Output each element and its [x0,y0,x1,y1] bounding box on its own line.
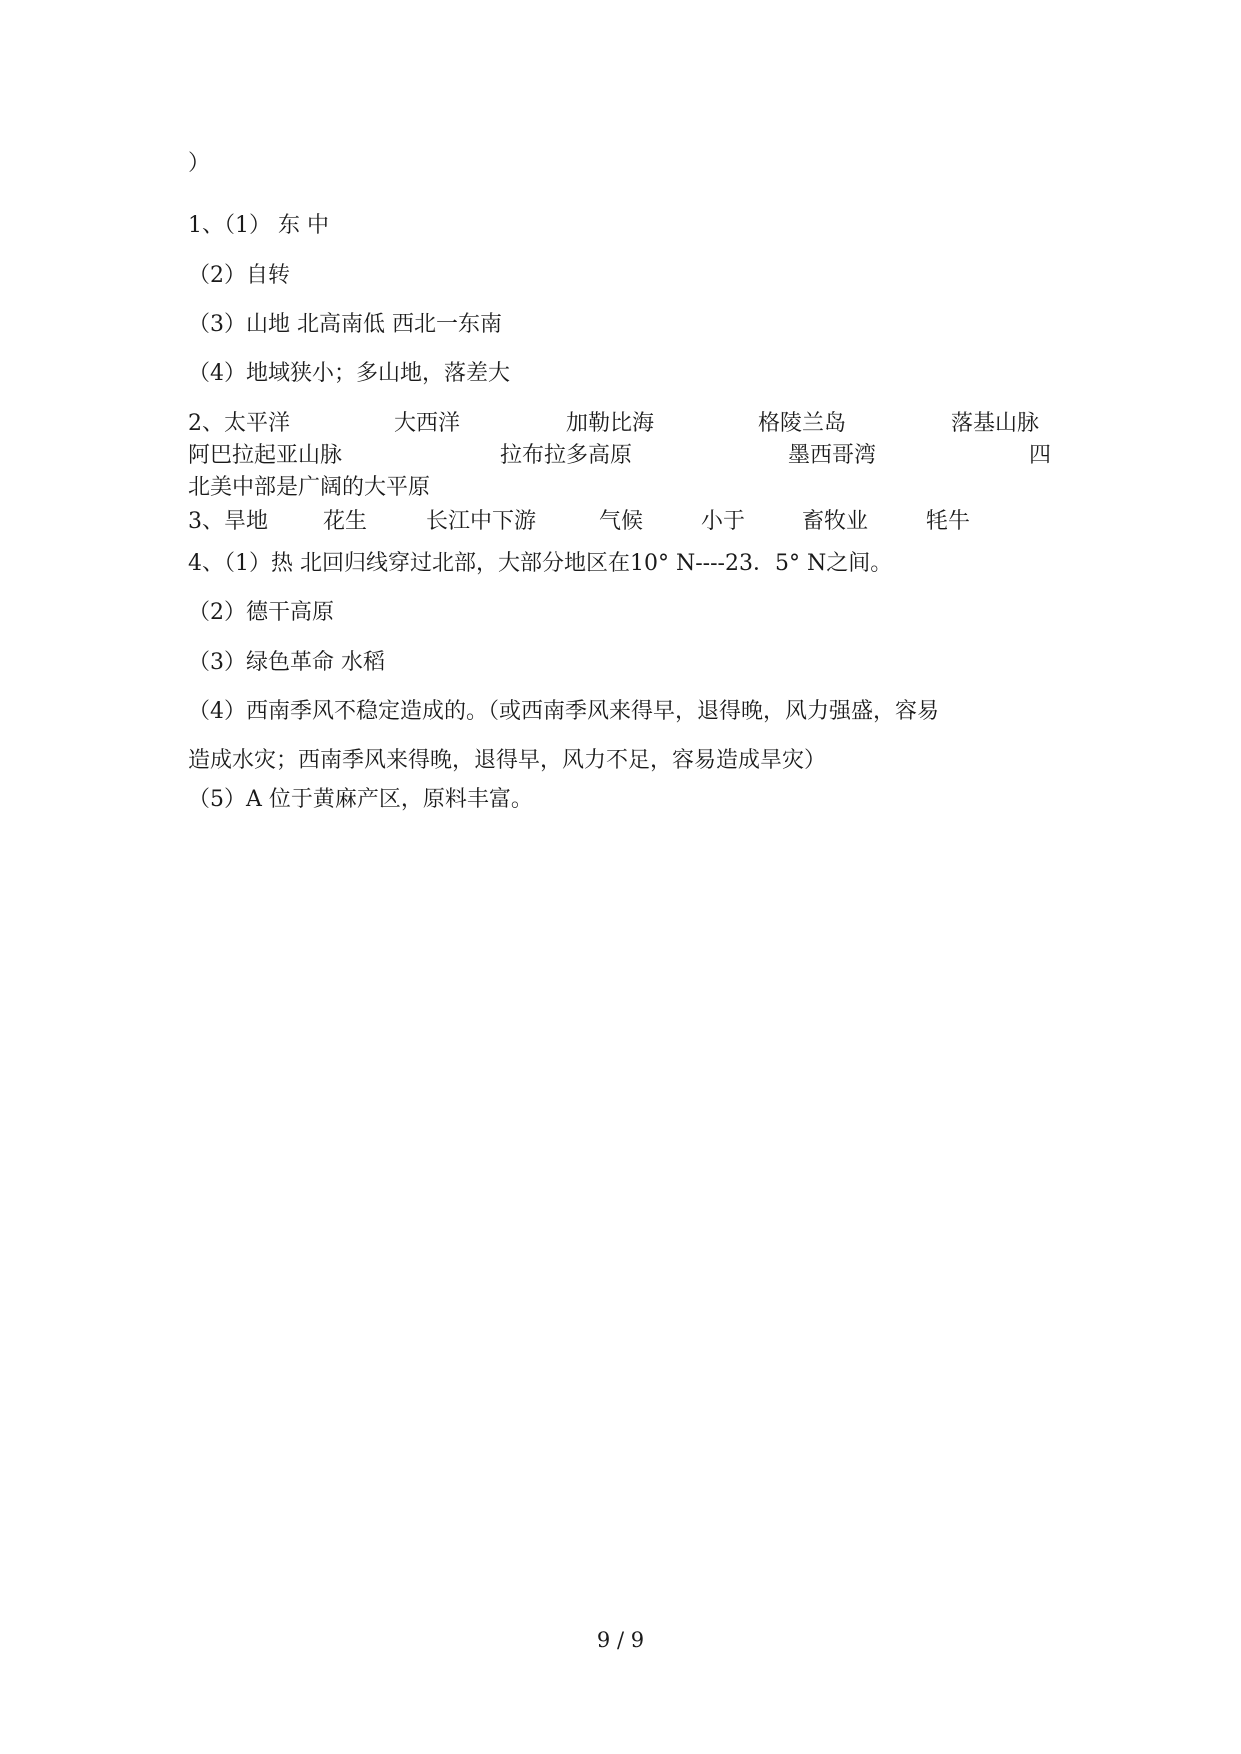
answer-1-part-3: （3）山地 北高南低 西北一东南 [188,312,502,337]
answer-2-item: 墨西哥湾 [788,443,877,468]
answer-2-item: 落基山脉 [951,411,1040,436]
answer-4-part-1: 4、（1）热 北回归线穿过北部，大部分地区在10° N----23．5° N之间。 [188,551,893,576]
answer-3-item: 花生 [323,509,368,534]
answer-3-item: 畜牧业 [802,509,869,534]
answer-3-item: 小于 [701,509,746,534]
answer-2-item: 格陵兰岛 [758,411,847,436]
answer-2-item: 阿巴拉起亚山脉 [188,443,343,468]
answer-3-item: 长江中下游 [426,509,537,534]
closing-parenthesis: ） [188,151,211,176]
answer-2-item: 四 [1029,443,1052,468]
answer-1-part-4: （4）地域狭小；多山地，落差大 [188,361,510,386]
answer-4-part-3: （3）绿色革命 水稻 [188,650,385,675]
answer-3-label: 3、旱地 [188,509,268,534]
answer-1-part-1: 1、（1） 东 中 [188,213,329,238]
answer-3-item: 牦牛 [926,509,971,534]
page-number: 9 / 9 [596,1628,645,1652]
answer-4-part-4-line-1: （4）西南季风不稳定造成的。（或西南季风来得早，退得晚，风力强盛，容易 [188,699,939,724]
answer-2-line-3: 北美中部是广阔的大平原 [188,475,431,500]
answer-3-item: 气候 [599,509,644,534]
answer-2-item: 大西洋 [394,411,461,436]
answer-2-item: 加勒比海 [566,411,655,436]
answer-4-part-4-line-2: 造成水灾；西南季风来得晚，退得早，风力不足，容易造成旱灾） [188,748,827,773]
answer-2-label: 2、太平洋 [188,411,290,436]
answer-2-item: 拉布拉多高原 [500,443,633,468]
answer-1-part-2: （2）自转 [188,263,290,288]
answer-4-part-2: （2）德干高原 [188,600,334,625]
answer-4-part-5: （5）A 位于黄麻产区，原料丰富。 [188,787,533,812]
